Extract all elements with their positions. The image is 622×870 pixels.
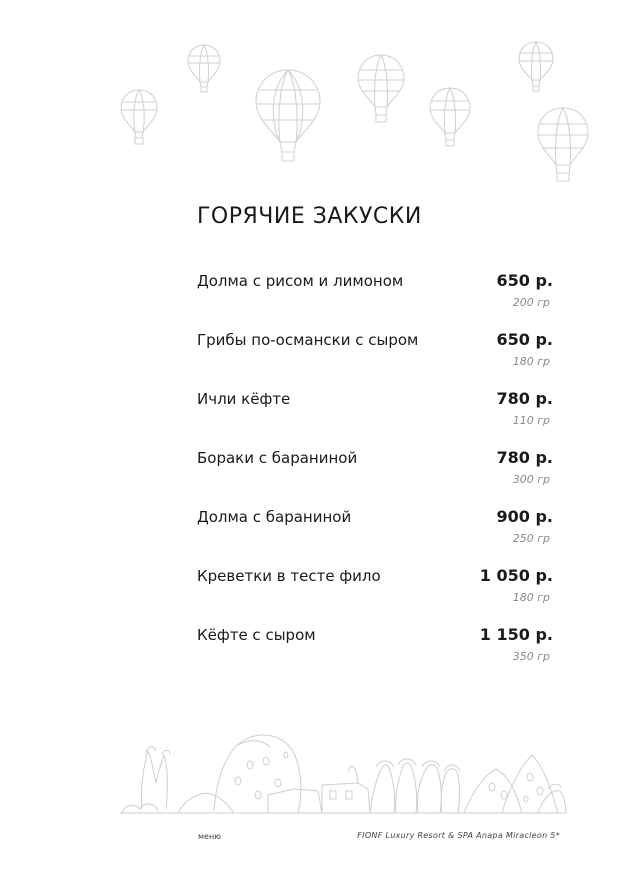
- menu-item: [197, 622, 553, 681]
- item-name: Бораки с бараниной: [197, 449, 358, 467]
- item-price: 650 р.: [496, 271, 553, 290]
- page-title: ГОРЯЧИЕ ЗАКУСКИ: [197, 204, 422, 229]
- hot-air-balloons-icon: [0, 0, 622, 190]
- menu-item: [197, 268, 553, 327]
- item-weight: 180 гр: [512, 355, 550, 368]
- item-name: Долма с рисом и лимоном: [197, 272, 404, 290]
- item-weight: 250 гр: [512, 532, 550, 545]
- item-price: 780 р.: [496, 448, 553, 467]
- menu-item: [197, 327, 553, 386]
- item-price: 900 р.: [496, 507, 553, 526]
- item-name: Креветки в тесте фило: [197, 567, 381, 585]
- menu-item: [197, 445, 553, 504]
- item-name: Ичли кёфте: [197, 390, 291, 408]
- menu-item: [197, 563, 553, 622]
- item-name: Грибы по-османски с сыром: [197, 331, 419, 349]
- item-price: 1 150 р.: [479, 625, 553, 644]
- item-price: 1 050 р.: [479, 566, 553, 585]
- footer-label: меню: [198, 832, 221, 841]
- menu-item: [197, 386, 553, 445]
- item-name: Кёфте с сыром: [197, 626, 316, 644]
- footer-brand: FIONF Luxury Resort & SPA Anapa Miracleon 5*: [357, 831, 560, 840]
- menu-item: [197, 504, 553, 563]
- item-weight: 200 гр: [512, 296, 550, 309]
- item-weight: 110 гр: [512, 414, 550, 427]
- item-price: 650 р.: [496, 330, 553, 349]
- item-name: Долма с бараниной: [197, 508, 352, 526]
- item-weight: 180 гр: [512, 591, 550, 604]
- item-weight: 350 гр: [512, 650, 550, 663]
- item-weight: 300 гр: [512, 473, 550, 486]
- cappadocia-landscape-icon: [118, 725, 568, 820]
- item-price: 780 р.: [496, 389, 553, 408]
- menu-list: [197, 268, 553, 681]
